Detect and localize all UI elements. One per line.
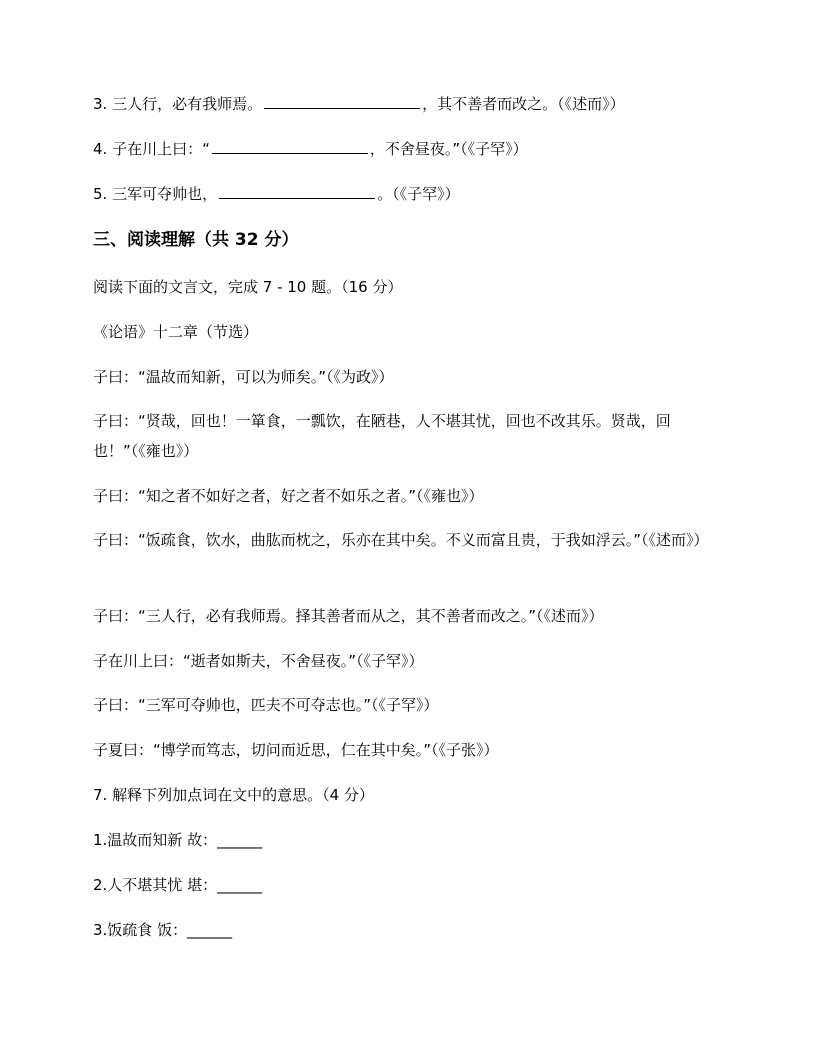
passage-title: 《论语》十二章（节选） bbox=[93, 323, 259, 341]
passage-line-1: 子曰：“温故而知新，可以为师矣。”（《为政》） bbox=[93, 368, 394, 386]
question-7-item-1 bbox=[93, 828, 736, 852]
answer-blank-7-2[interactable]: ______ bbox=[217, 876, 263, 894]
passage-line-7: 子曰：“三军可夺帅也，匹夫不可夺志也。”（《子罕》） bbox=[93, 696, 439, 714]
fill-blank-3 bbox=[93, 92, 736, 116]
fill-blank-5-after: 。（《子罕》） bbox=[377, 185, 460, 203]
question-7-prompt: 7. 解释下列加点词在文中的意思。（4 分） bbox=[93, 786, 374, 804]
fill-blank-5 bbox=[93, 182, 736, 206]
fill-blank-4-after: ，不舍昼夜。”（《子罕》） bbox=[369, 140, 528, 158]
answer-blank-5[interactable] bbox=[219, 183, 375, 199]
passage-line-3: 子曰：“知之者不如好之者，好之者不如乐之者。”（《雍也》） bbox=[93, 487, 484, 505]
passage-line-6: 子在川上曰：“逝者如斯夫，不舍昼夜。”（《子罕》） bbox=[93, 652, 424, 670]
fill-blank-5-before: 5. 三军可夺帅也， bbox=[93, 185, 218, 203]
passage-line-8: 子夏曰：“博学而笃志，切问而近思，仁在其中矣。”（《子张》） bbox=[93, 741, 499, 759]
passage-line-5: 子曰：“三人行，必有我师焉。择其善者而从之，其不善者而改之。”（《述而》） bbox=[93, 607, 604, 625]
question-7-item-2-label: 2.人不堪其忧 堪： bbox=[93, 876, 218, 894]
fill-blank-4 bbox=[93, 137, 736, 161]
question-7-item-3 bbox=[93, 918, 736, 942]
passage-line-2: 子曰：“贤哉，回也！一箪食，一瓢饮，在陋巷，人不堪其忧，回也不改其乐。贤哉，回也！”（《雍也》） bbox=[93, 412, 671, 460]
question-7-item-3-label: 3.饭疏食 饭： bbox=[93, 921, 188, 939]
fill-blank-3-before: 3. 三人行，必有我师焉。 bbox=[93, 95, 263, 113]
answer-blank-7-1[interactable]: ______ bbox=[217, 831, 263, 849]
fill-blank-3-after: ，其不善者而改之。（《述而》） bbox=[422, 95, 625, 113]
section-title: 三、阅读理解（共 32 分） bbox=[93, 230, 299, 250]
answer-blank-4[interactable] bbox=[212, 138, 368, 154]
instruction: 阅读下面的文言文，完成 7 - 10 题。（16 分） bbox=[93, 278, 403, 296]
question-7-item-2 bbox=[93, 873, 736, 897]
fill-blank-4-before: 4. 子在川上曰：“ bbox=[93, 140, 210, 158]
passage-line-4: 子曰：“饭疏食，饮水，曲肱而枕之，乐亦在其中矣。不义而富且贵，于我如浮云。”（《述而》） bbox=[93, 531, 709, 549]
answer-blank-7-3[interactable]: ______ bbox=[187, 921, 233, 939]
question-7-item-1-label: 1.温故而知新 故： bbox=[93, 831, 218, 849]
answer-blank-3[interactable] bbox=[264, 93, 420, 109]
